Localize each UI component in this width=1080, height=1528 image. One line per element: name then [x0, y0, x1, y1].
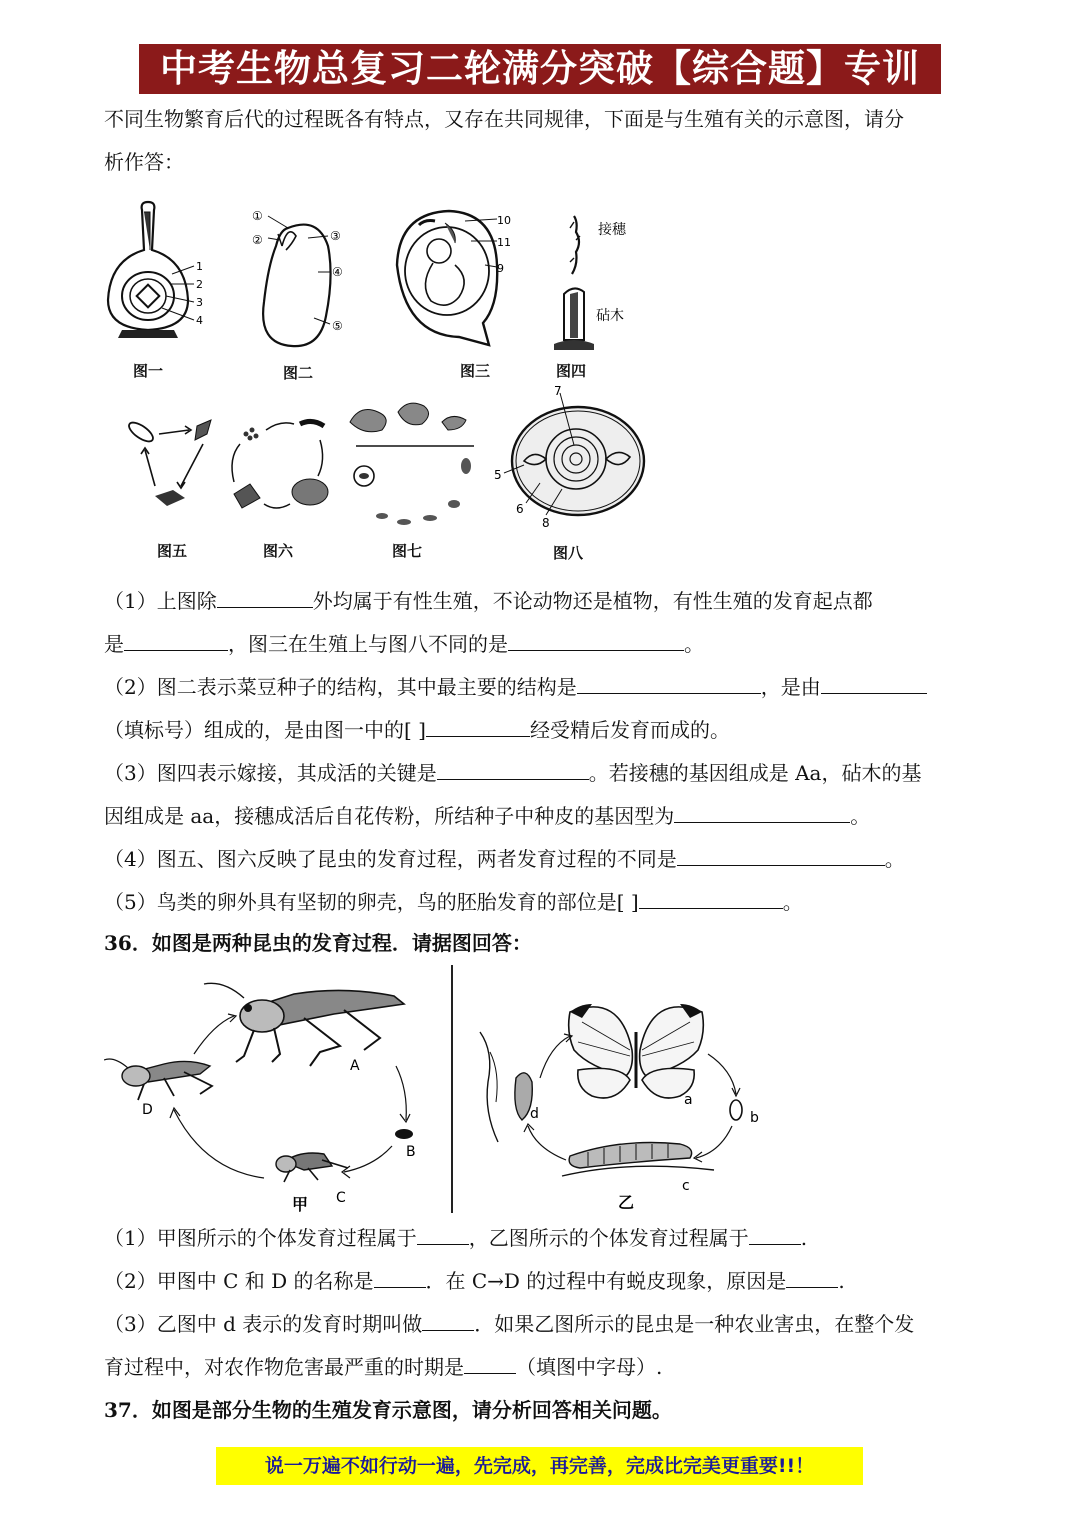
- q35-part2-line1: （2）图二表示菜豆种子的结构，其中最主要的结构是 ，是由: [104, 666, 927, 709]
- figure-3-fetus: [385, 205, 515, 350]
- fig4-label-scion: 接穗: [598, 222, 626, 238]
- q35-intro-line2: 析作答：: [104, 150, 184, 174]
- fig2-label-2: ②: [252, 233, 263, 247]
- fig1-label-3: 3: [196, 296, 203, 309]
- fig2-label-1: ①: [252, 209, 263, 223]
- q35-part3-line2: 因组成是 aa，接穗成活后自花传粉，所结种子中种皮的基因型为 。: [104, 795, 870, 838]
- fig8-caption: 图八: [553, 544, 584, 562]
- fig3-label-11: 11: [497, 236, 511, 249]
- figure-4-grafting: [548, 212, 648, 357]
- fig2-caption: 图二: [283, 364, 314, 382]
- fig4-caption: 图四: [556, 362, 587, 380]
- figure-8-bird-egg: [490, 385, 650, 533]
- figure-2-bean-seed: [248, 206, 358, 356]
- figure-6-insect-cycle: [220, 412, 340, 527]
- q36-part2: （2）甲图中 C 和 D 的名称是 ．在 C→D 的过程中有蜕皮现象，原因是 .: [104, 1260, 845, 1303]
- fig1-label-2: 2: [196, 278, 203, 291]
- fig8-label-7: 7: [554, 385, 562, 398]
- answer-blank[interactable]: [437, 753, 589, 780]
- q35-part1-line2: 是 ，图三在生殖上与图八不同的是 。: [104, 623, 704, 666]
- motto-banner: 说一万遍不如行动一遍，先完成，再完善，完成比完美更重要!!！: [216, 1447, 863, 1485]
- figure-yi-butterfly-cycle: [470, 992, 800, 1214]
- q36-part1: （1）甲图所示的个体发育过程属于 ，乙图所示的个体发育过程属于 .: [104, 1217, 807, 1260]
- fig8-label-8: 8: [542, 516, 550, 530]
- q35-part2-line2: （填标号）组成的，是由图一中的[ ] 经受精后发育而成的。: [104, 709, 730, 752]
- jia-label-c: C: [336, 1190, 346, 1206]
- q35-part3-line1: （3）图四表示嫁接，其成活的关键是 。若接穗的基因组成是 Aa，砧木的基: [104, 752, 921, 795]
- fig7-caption: 图七: [392, 542, 423, 560]
- page-title: 中考生物总复习二轮满分突破【综合题】专训: [139, 44, 941, 94]
- answer-blank[interactable]: [577, 667, 761, 694]
- yi-label-b: b: [750, 1110, 759, 1126]
- fig5-caption: 图五: [157, 542, 188, 560]
- yi-label-d: d: [530, 1106, 539, 1122]
- q36-part3-line1: （3）乙图中 d 表示的发育时期叫做 ．如果乙图所示的昆虫是一种农业害虫，在整个发: [104, 1303, 914, 1346]
- fig6-caption: 图六: [263, 542, 294, 560]
- fig3-label-9: 9: [497, 262, 504, 275]
- answer-blank[interactable]: [217, 581, 313, 608]
- q35-part4: （4）图五、图六反映了昆虫的发育过程，两者发育过程的不同是 。: [104, 838, 905, 881]
- answer-blank[interactable]: [124, 624, 228, 651]
- fig8-label-5: 5: [494, 468, 502, 482]
- q36-part3-line2: 育过程中，对农作物危害最严重的时期是 （填图中字母）.: [104, 1346, 662, 1389]
- figure-7-frog-cycle: [342, 398, 482, 528]
- yi-caption: 乙: [618, 1193, 635, 1212]
- fig3-caption: 图三: [460, 362, 491, 380]
- figure-divider: [451, 965, 453, 1213]
- figure-1-pistil: [104, 200, 214, 340]
- answer-blank[interactable]: [374, 1261, 426, 1288]
- fig1-caption: 图一: [133, 362, 164, 380]
- fig1-label-4: 4: [196, 314, 203, 327]
- answer-blank[interactable]: [821, 667, 927, 694]
- jia-label-d: D: [142, 1102, 153, 1118]
- fig1-label-1: 1: [196, 260, 203, 273]
- fig8-label-6: 6: [516, 502, 524, 516]
- answer-blank[interactable]: [749, 1218, 801, 1245]
- q36-title: 36．如图是两种昆虫的发育过程．请据图回答：: [104, 931, 532, 955]
- q35-part5: （5）鸟类的卵外具有坚韧的卵壳，鸟的胚胎发育的部位是[ ] 。: [104, 881, 803, 924]
- figure-jia-grasshopper-cycle: [104, 970, 444, 1218]
- answer-blank[interactable]: [422, 1304, 474, 1331]
- answer-blank[interactable]: [464, 1347, 516, 1374]
- answer-blank[interactable]: [674, 796, 850, 823]
- fig2-label-4: ④: [332, 265, 343, 279]
- fig3-label-10: 10: [497, 214, 511, 227]
- jia-label-b: B: [406, 1144, 416, 1160]
- q35-intro-line1: 不同生物繁育后代的过程既各有特点，又存在共同规律，下面是与生殖有关的示意图，请分: [104, 107, 904, 131]
- yi-label-c: c: [682, 1178, 690, 1194]
- answer-blank[interactable]: [417, 1218, 469, 1245]
- fig2-label-3: ③: [330, 229, 341, 243]
- answer-blank[interactable]: [639, 882, 783, 909]
- jia-caption: 甲: [292, 1195, 309, 1214]
- answer-blank[interactable]: [426, 710, 530, 737]
- jia-label-a: A: [350, 1058, 360, 1074]
- fig4-label-stock: 砧木: [596, 308, 624, 324]
- answer-blank[interactable]: [508, 624, 684, 651]
- fig2-label-5: ⑤: [332, 319, 343, 333]
- figure-5-insect-cycle: [115, 412, 225, 522]
- answer-blank[interactable]: [677, 839, 885, 866]
- q35-part1-line1: （1）上图除 外均属于有性生殖，不论动物还是植物，有性生殖的发育起点都: [104, 580, 873, 623]
- answer-blank[interactable]: [786, 1261, 838, 1288]
- q37-title: 37．如图是部分生物的生殖发育示意图，请分析回答相关问题。: [104, 1398, 672, 1422]
- yi-label-a: a: [684, 1092, 693, 1108]
